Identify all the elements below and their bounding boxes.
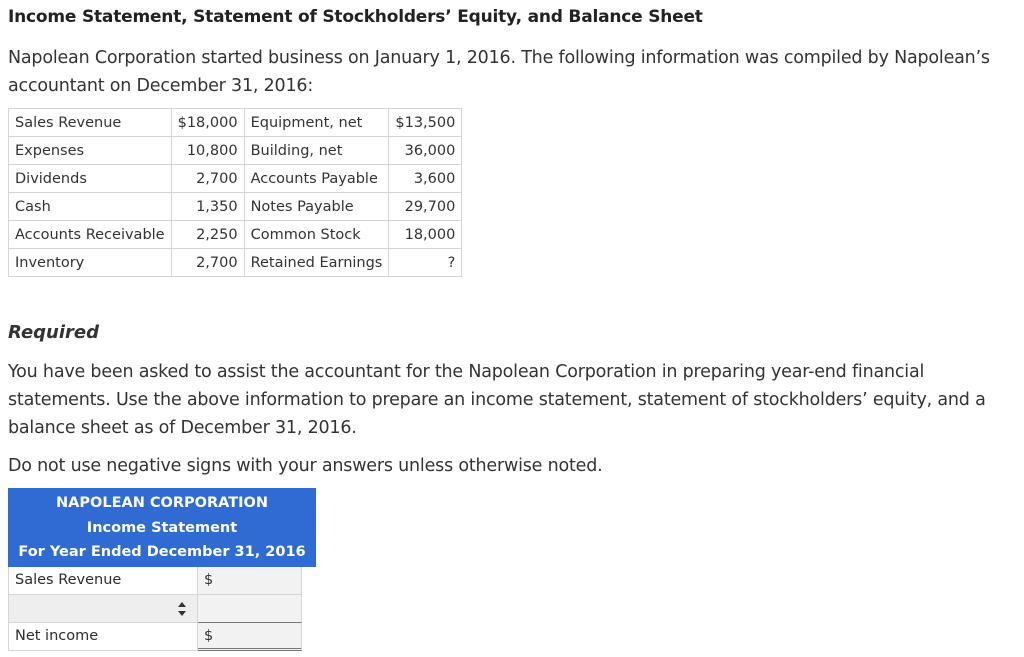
table-cell-value: $13,500: [389, 109, 462, 137]
table-cell-value: 36,000: [389, 137, 462, 165]
table-cell-label: Building, net: [244, 137, 389, 165]
table-cell-value: 2,700: [171, 165, 244, 193]
table-row: [9, 165, 462, 193]
table-row: [9, 137, 462, 165]
currency-symbol: $: [204, 627, 214, 644]
up-down-arrows-icon: [177, 601, 187, 617]
table-cell-value: $18,000: [171, 109, 244, 137]
sales-revenue-row: [8, 567, 316, 595]
page-title: Income Statement, Statement of Stockholders’ Equity, and Balance Sheet: [8, 7, 703, 27]
table-cell-value: 10,800: [171, 137, 244, 165]
statement-header: [8, 488, 316, 567]
table-cell-label: Common Stock: [244, 221, 389, 249]
table-cell-label: Dividends: [9, 165, 172, 193]
net-income-row: [8, 623, 316, 651]
table-cell-label: Accounts Payable: [244, 165, 389, 193]
table-cell-value: 3,600: [389, 165, 462, 193]
required-text: You have been asked to assist the accountant for the Napolean Corporation in preparing year-end financial statements. Use the above information to prepare an income statement, statement of stockholders’ equity, and a balance sheet as of December 31, 2016.: [8, 362, 986, 438]
intro-paragraph: Napolean Corporation started business on January 1, 2016. The following information was compiled by Napolean’s accountant on December 31, 2016:: [8, 48, 990, 96]
sales-revenue-label: Sales Revenue: [8, 567, 198, 595]
net-income-label: Net income: [8, 623, 198, 651]
expense-select-row: [8, 595, 316, 623]
table-cell-label: Equipment, net: [244, 109, 389, 137]
table-row: [9, 109, 462, 137]
info-table: [8, 108, 462, 277]
table-cell-label: Retained Earnings: [244, 249, 389, 277]
instruction-note: Do not use negative signs with your answers unless otherwise noted.: [8, 456, 603, 476]
table-cell-value: 1,350: [171, 193, 244, 221]
table-row: [9, 249, 462, 277]
table-cell-value: 18,000: [389, 221, 462, 249]
table-cell-label: Inventory: [9, 249, 172, 277]
statement-name: Income Statement: [86, 519, 238, 536]
table-cell-value: ?: [389, 249, 462, 277]
table-cell-value: 2,700: [171, 249, 244, 277]
required-heading: Required: [8, 322, 100, 343]
table-cell-label: Sales Revenue: [9, 109, 172, 137]
table-cell-value: 29,700: [389, 193, 462, 221]
table-cell-label: Accounts Receivable: [9, 221, 172, 249]
company-name: NAPOLEAN CORPORATION: [56, 495, 268, 511]
table-cell-value: 2,250: [171, 221, 244, 249]
table-row: [9, 193, 462, 221]
currency-symbol: $: [204, 571, 214, 588]
table-cell-label: Cash: [9, 193, 172, 221]
income-statement: [8, 488, 316, 651]
net-income-amount-input[interactable]: [198, 623, 302, 651]
table-row: [9, 221, 462, 249]
statement-period: For Year Ended December 31, 2016: [18, 544, 306, 560]
sales-revenue-amount-input[interactable]: [198, 567, 302, 595]
expense-amount-input[interactable]: [198, 595, 302, 623]
account-select-dropdown[interactable]: [8, 595, 198, 623]
table-cell-label: Expenses: [9, 137, 172, 165]
table-cell-label: Notes Payable: [244, 193, 389, 221]
